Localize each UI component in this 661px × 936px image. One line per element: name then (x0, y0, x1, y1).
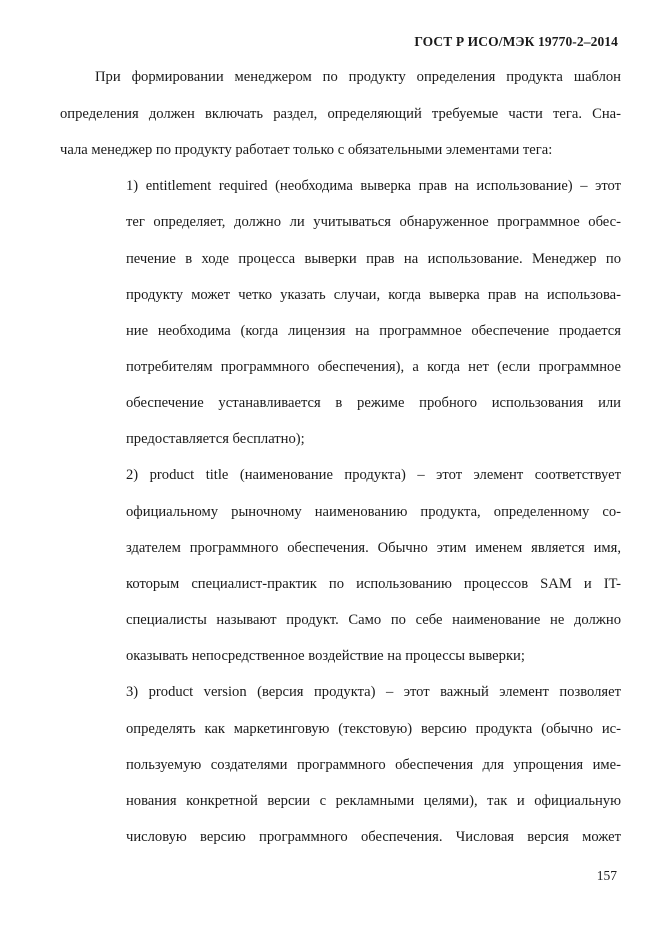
text-line: ние необходима (когда лицензия на программное обеспечение продается (126, 323, 621, 339)
text-line: пользуемую создателями программного обеспечения для упрощения име- (126, 757, 621, 773)
text-line: числовую версию программного обеспечения. Числовая версия может (126, 829, 621, 845)
page-header: ГОСТ Р ИСО/МЭК 19770-2–2014 (414, 34, 618, 49)
text-line: чала менеджер по продукту работает только с обязательными элементами тега: (60, 142, 553, 158)
text-line: определения должен включать раздел, определяющий требуемые части тега. Сна- (60, 106, 621, 122)
page-number: 157 (596, 868, 617, 883)
text-line: 1) entitlement required (необходима выверка прав на использование) – этот (126, 178, 621, 194)
text-line: обеспечение устанавливается в режиме пробного использования или (126, 395, 621, 411)
text-line: предоставляется бесплатно); (126, 431, 305, 447)
text-line: продукту может четко указать случаи, когда выверка прав на использова- (126, 287, 621, 303)
text-line: тег определяет, должно ли учитываться обнаруженное программное обес- (126, 214, 621, 230)
text-line: печение в ходе процесса выверки прав на использование. Менеджер по (126, 251, 621, 267)
text-line: которым специалист-практик по использованию процессов SAM и IT- (126, 576, 621, 592)
text-line: нования конкретной версии с рекламными целями), так и официальную (126, 793, 621, 809)
text-line: При формировании менеджером по продукту определения продукта шаблон (95, 69, 621, 85)
text-line: официальному рыночному наименованию продукта, определенному со- (126, 504, 621, 520)
text-line: оказывать непосредственное воздействие на процессы выверки; (126, 648, 525, 664)
text-line: потребителям программного обеспечения), а когда нет (если программное (126, 359, 621, 375)
text-line: специалисты называют продукт. Само по себе наименование не должно (126, 612, 621, 628)
text-line: 3) product version (версия продукта) – этот важный элемент позволяет (126, 684, 621, 700)
text-line: 2) product title (наименование продукта) – этот элемент соответствует (126, 467, 621, 483)
text-line: определять как маркетинговую (текстовую) версию продукта (обычно ис- (126, 721, 621, 737)
text-line: здателем программного обеспечения. Обычно этим именем является имя, (126, 540, 621, 556)
